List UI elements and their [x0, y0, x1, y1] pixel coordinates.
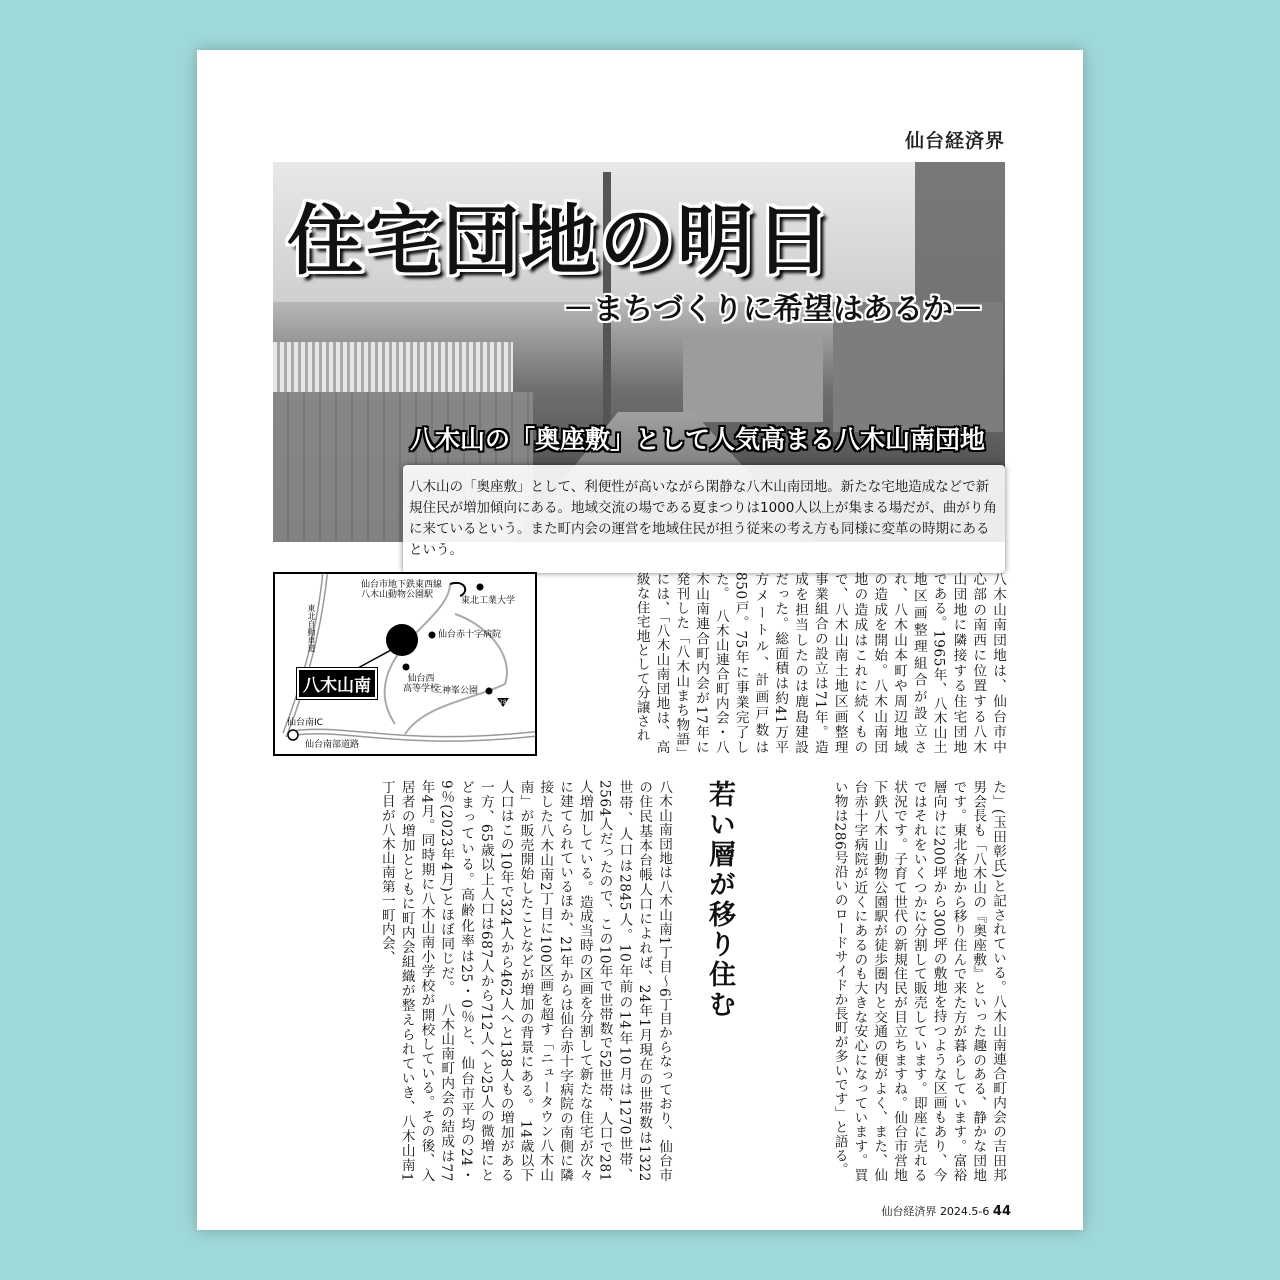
article-subtitle: －まちづくりに希望はあるか－ [563, 292, 983, 327]
page-number: 44 [992, 1204, 1011, 1219]
footer-issue: 2024.5-6 [939, 1205, 990, 1218]
lead-paragraph: 八木山の「奥座敷」として、利便性が高いながら閑静な八木山南団地。新たな宅地造成などで新規住民が増加傾向にある。地域交流の場である夏まつりは1000人以上が集まる場だが、曲がり角に来ているという。また町内会の運営を地域住民が担う従来の考え方も同様に変革の時期にあるという。 [403, 465, 1005, 573]
section-heading: 若い層が移り住む [704, 780, 735, 1020]
station-label: 仙台市地下鉄東西線 八木山動物公園駅 [361, 580, 443, 600]
article-title: 住宅団地の明日 [287, 196, 833, 285]
article-column-top: 八木山南団地は、仙台市中心部の南西に位置する八木山団地に隣接する住宅団地である。1965年、八木山土地区画整理組合が設立され、八木山本町や周辺地域の造成を開始。八木山南団地の造成はこれに続くもので、八木山南土地区画整理事業組合の設立は71年。造成を担当したのは鹿島建設だった。総面積は約41万平方メートル、計画戸数は850戸。75年に事業完了した。 八木山連合町内会・八木山南連合町内会が17年に発刊した「八木山まち物語」には、「八木山南団地は、高級な住宅地として分譲され [633, 572, 1006, 754]
park-label: 三神峯公園 [433, 686, 479, 696]
ic-label: 仙台南IC [287, 718, 323, 728]
article-column-bottom-left: 八木山南団地は八木山南1丁目～6丁目からなっており、仙台市の住民基本台帳人口によれば、24年1月現在の世帯数は1322世帯、人口は2845人。10年前の14年10月は1270世帯、2564人だったので、この10年で世帯数で52世帯、人口で281人増加している。造成当時の区画を分割して新たな住宅が次々に建てられているほか、21年からは仙台赤十字病院の南側に隣接した八木山南2丁目に100区画を超す「ニュータウン八木山南」が販売開始したことなどが増加の背景にある。 14歳以下人口はこの10年で324人から462人へと138人もの増加がある一方、65歳以上人口は687人から712人へと25人の微増にとどまっている。高齢化率は25・0％と、仙台市平均の24・9％(2023年4月)とほぼ同じだ。 八木山南町内会の結成は77年4月。同時期に八木山南小学校が開校している。その後、入居者の増加とともに町内会組織が整えられていき、八木山南1丁目が八木山南第一町内会、 [378, 780, 672, 1182]
magazine-page [197, 50, 1083, 1230]
school-label: 仙台西 高等学校 [403, 674, 440, 694]
footer-magazine: 仙台経済界 [881, 1205, 937, 1218]
area-map [273, 572, 537, 756]
hero-photo [273, 162, 1005, 558]
photo-fence [273, 342, 513, 392]
road-south-label: 仙台南部道路 [305, 740, 360, 750]
photo-house [683, 332, 823, 422]
map-main-label: 八木山南 [297, 668, 377, 699]
article-column-bottom-right: た」(玉田彰氏)と記されている。八木山南連合町内会の吉田邦男会長も「八木山の『奥座敷』といった趣のある、静かな団地です。東北各地から移り住んで来た方が暮らしています。富裕層向けに200坪から300坪の敷地を持つような区画もあり、今ではそれをいくつかに分割して販売しています。即座に売れる状況です。子育て世代の新規住民が目立ちますね。仙台市営地下鉄八木山動物公園駅が徒歩圏内と交通の便がよく、また、仙台赤十字病院が近くにあるのも大きな安心になっています。買い物は286号沿いのロードサイドか長町が多いです」と語る。 [831, 780, 1006, 1182]
magazine-name: 仙台経済界 [904, 130, 1005, 152]
road-vertical-label: 東北自動車道 [307, 604, 316, 652]
route-number: 286 [499, 699, 511, 706]
photo-caption: 八木山の「奥座敷」として人気高まる八木山南団地 [409, 425, 985, 454]
university-label: 東北工業大学 [461, 596, 516, 606]
page-footer [881, 1203, 1011, 1219]
hospital-label: 仙台赤十字病院 [438, 630, 502, 640]
